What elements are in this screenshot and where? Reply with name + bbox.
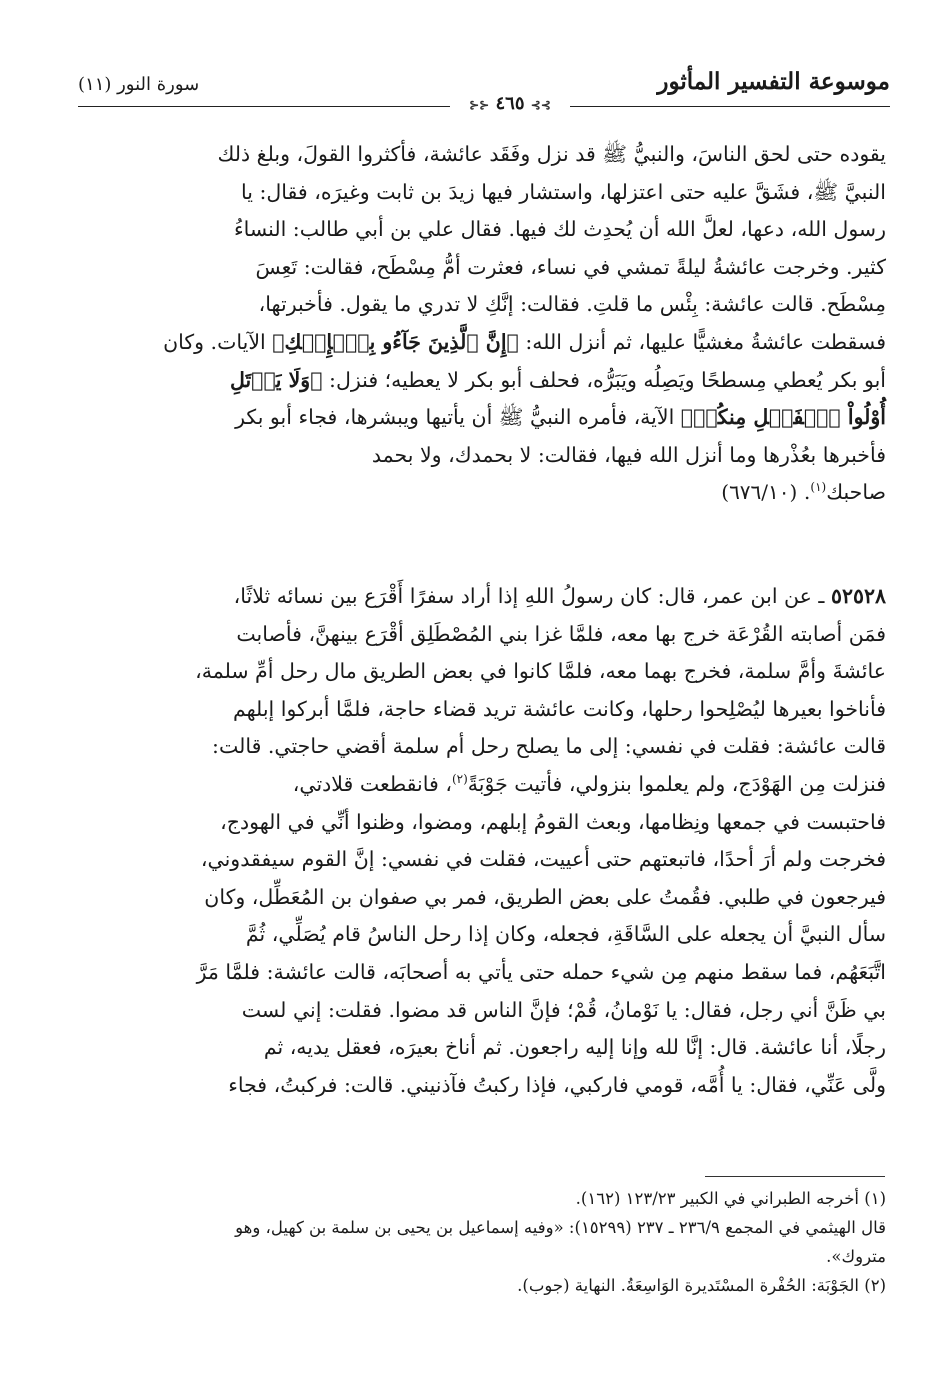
book-title: موسوعة التفسير المأثور xyxy=(657,68,890,95)
ornament-left-icon: ⊰⊰ xyxy=(469,98,490,112)
text-line xyxy=(80,324,886,362)
text-line: كثير. وخرجت عائشةُ ليلةً تمشي في نساء، فعثرت أمُّ مِسْطَح، فقالت: تَعِسَ xyxy=(255,254,886,279)
surah-label: سورة النور (١١) xyxy=(78,74,200,95)
text-line: سأل النبيَّ أن يجعله على السَّاقَةِ، فجعله، وكان إذا رحل الناسُ قام يُصَلِّي، ثُمَّ xyxy=(245,922,886,947)
text-line xyxy=(80,362,886,400)
text-line: ولَّى عَنِّي، فقال: يا أُمَّه، قومي فاركبي، فإذا ركبتُ فآذنيني. قالت: فركبتُ، فجاء xyxy=(228,1072,886,1097)
footnote-1-note: قال الهيثمي في المجمع ٢٣٦/٩ ـ ٢٣٧ (١٥٢٩٩): «وفيه إسماعيل بن يحيى بن سلمة بن كهيل، وهو xyxy=(235,1218,886,1237)
text-line: يقوده حتى لحق الناسَ، والنبيُّ ﷺ قد نزل وفَقَد عائشة، فأكثروا القولَ، وبلغ ذلك xyxy=(217,142,886,166)
text-segment: فسقطت عائشةُ مغشيًّا عليها، ثم أنزل الله: xyxy=(518,329,886,354)
text-line: قالت عائشة: فقلت في نفسي: إلى ما يصلح رحل أم سلمة أقضي حاجتي. قالت: xyxy=(212,734,886,759)
footnote-1: (١) أخرجه الطبراني في الكبير ١٢٣/٢٣ (١٦٢). xyxy=(575,1189,886,1208)
text-block-continuation xyxy=(80,136,886,512)
text-line: فأناخوا بعيرها ليُصْلِحوا رحلها، وكانت عائشة تريد قضاء حاجة، فلمَّا أبركوا إبلهم xyxy=(232,696,886,721)
text-line: فيرجعون في طلبي. فقُمتُ على بعض الطريق، فمر بي صفوان بن المُعَطِّل، وكان xyxy=(204,884,886,909)
footnote-1-note-end: متروك». xyxy=(826,1247,886,1266)
page-header xyxy=(78,62,890,122)
text-line xyxy=(80,578,886,616)
hadith-number: ٥٢٥٢٨ xyxy=(830,584,886,608)
text-segment: ـ عن ابن عمر، قال: كان رسولُ اللهِ إذا أراد سفرًا أَقْرَع بين نسائه ثلاثًا، xyxy=(233,584,831,608)
quran-verse: ﴿إِنَّ ٱلَّذِينَ جَآءُو بِٱلۡإِفۡكِ﴾ xyxy=(272,329,519,354)
text-line: فخرجت ولم أرَ أحدًا، فاتبعتهم حتى أعييت، فقلت في نفسي: إنَّ القوم سيفقدوني، xyxy=(200,847,886,872)
footnote-2: (٢) الجَوْبَة: الحُفْرة المسْتَديرة الوَاسِعَةُ. النهاية (جوب). xyxy=(517,1276,886,1295)
footnotes xyxy=(80,1184,886,1300)
page-number-badge xyxy=(450,90,570,118)
text-line xyxy=(80,766,886,804)
text-segment: ، فانقطعت قلادتي، xyxy=(292,771,452,796)
text-line: النبيَّ ﷺ، فشَقَّ عليه حتى اعتزلها، واستشار فيها زيدَ بن ثابت وغيرَه، فقال: يا xyxy=(241,179,886,204)
text-line: مِسْطَح. قالت عائشة: بِئْس ما قلتِ. فقالت: إنَّكِ لا تدري ما يقول. فأخبرتها، xyxy=(258,292,886,317)
footnote-marker: (١) xyxy=(810,480,827,495)
hadith-entry xyxy=(80,578,886,1104)
text-segment: الآية، فأمره النبيُّ ﷺ أن يأتيها ويبشرها، فجاء أبو بكر xyxy=(235,405,681,430)
text-line: فمَن أصابته القُرْعَة خرج بها معه، فلمَّا غزا بني المُصْطَلِق أقْرَع بينهنَّ، فأصابت xyxy=(236,621,886,646)
text-line: فاحتبست في جمعها ونِظامها، وبعث القومُ إبلهم، ومضوا، وظنوا أنِّي في الهودج، xyxy=(220,809,886,834)
volume-page-reference: (٦٧٦/١٠) xyxy=(721,480,798,505)
text-segment: الآيات. وكان xyxy=(163,329,273,354)
text-segment: فنزلت مِن الهَوْدَج، ولم يعلموا بنزولي، فأتيت جَوْبَةً xyxy=(467,771,886,796)
text-line: رجلًا، أنا عائشة. قال: إنَّا لله وإنا إليه راجعون. ثم أناخ بعيرَه، فعقل يديه، ثم xyxy=(263,1035,886,1060)
text-line xyxy=(80,474,886,512)
page-number: ٤٦٥ xyxy=(495,93,525,114)
ornament-right-icon: ⊱⊱ xyxy=(530,98,551,112)
quran-verse: أُوْلُواْ ٱلۡفَضۡلِ مِنكُمۡ﴾ xyxy=(680,405,886,430)
text-line: بي ظَنَّ أني رجل، فقال: يا نَوْمانُ، قُمْ؛ فإنَّ الناس قد مضوا. فقلت: إني لست xyxy=(241,997,886,1022)
text-segment: صاحبك xyxy=(826,480,886,505)
text-line: رسول الله، دعها، لعلَّ الله أن يُحدِث لك فيها. فقال علي بن أبي طالب: النساءُ xyxy=(233,217,886,242)
footnote-marker: (٢) xyxy=(451,772,468,787)
text-line: فأخبرها بعُذْرها وما أنزل الله فيها، فقالت: لا بحمدك، ولا بحمد xyxy=(371,442,886,467)
footnote-divider xyxy=(705,1176,885,1177)
text-line: عائشةَ وأمَّ سلمة، فخرج بهما معه، فلمَّا كانوا في بعض الطريق مال رحل أمِّ سلمة، xyxy=(195,659,886,684)
text-line xyxy=(80,399,886,437)
text-line: اتَّبَعَهُم، فما سقط منهم مِن شيء حمله حتى يأتي به أصحابَه، قالت عائشة: فلمَّا مَرَّ xyxy=(196,959,886,984)
text-segment: أبو بكر يُعطي مِسطحًا ويَصِلُه ويَبَرُّه، فحلف أبو بكر لا يعطيه؛ فنزل: xyxy=(322,367,886,392)
text-segment: . xyxy=(797,480,811,505)
quran-verse: ﴿وَلَا يَأۡتَلِ xyxy=(229,367,323,392)
